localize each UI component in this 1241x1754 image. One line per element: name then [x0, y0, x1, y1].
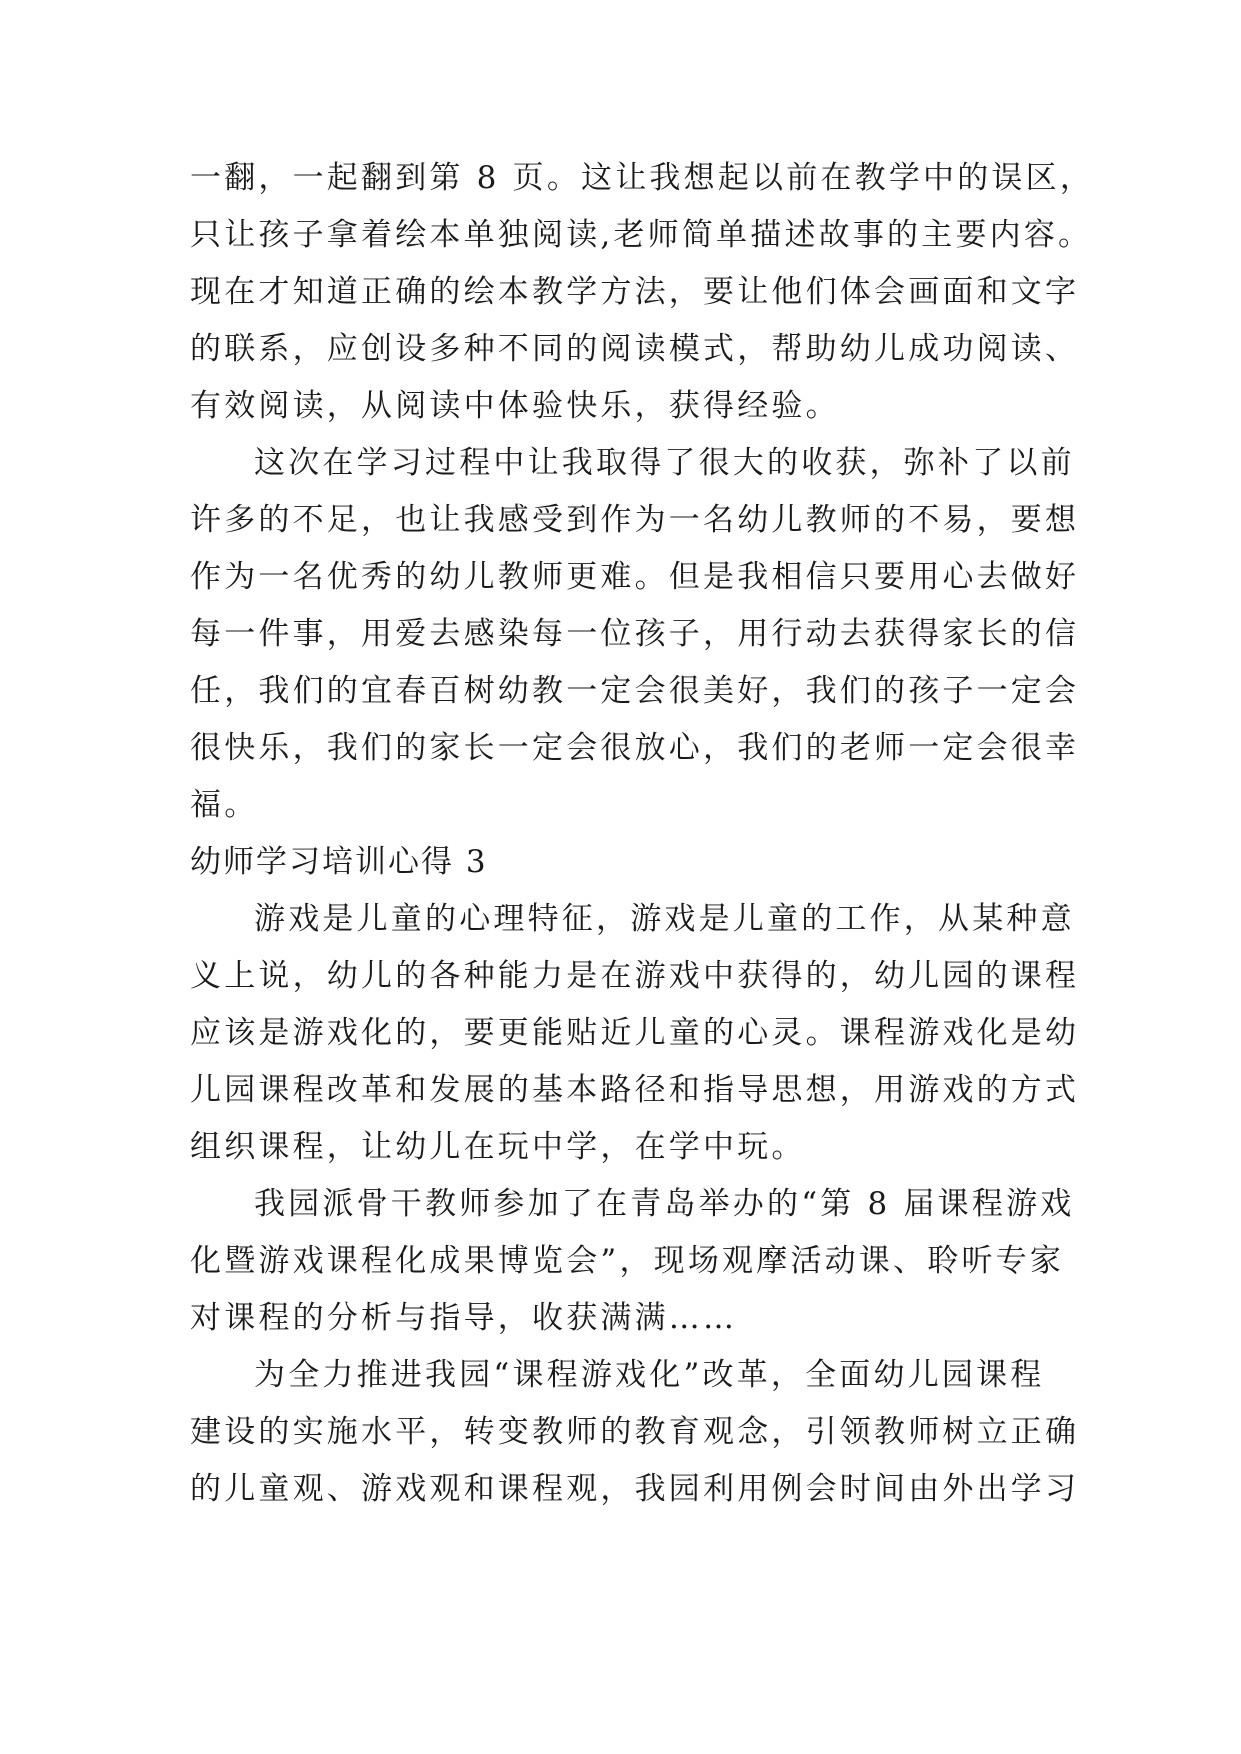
text-line: 应该是游戏化的，要更能贴近儿童的心灵。课程游戏化是幼: [190, 1015, 1080, 1051]
text-line: 一翻，一起翻到第 8 页。这让我想起以前在教学中的误区，: [190, 160, 1095, 196]
paragraph-start-line: 我园派骨干教师参加了在青岛举办的“第 8 届课程游戏: [254, 1186, 1075, 1222]
paragraph-start-line: 游戏是儿童的心理特征，游戏是儿童的工作，从某种意: [254, 901, 1075, 937]
text-line: 对课程的分析与指导，收获满满……: [190, 1300, 738, 1336]
paragraph-start-line: 为全力推进我园“课程游戏化”改革，全面幼儿园课程: [254, 1357, 1045, 1393]
text-line: 义上说，幼儿的各种能力是在游戏中获得的，幼儿园的课程: [190, 958, 1080, 994]
text-line: 很快乐，我们的家长一定会很放心，我们的老师一定会很幸: [190, 730, 1080, 766]
text-line: 许多的不足，也让我感受到作为一名幼儿教师的不易，要想: [190, 502, 1080, 538]
section-heading: 幼师学习培训心得 3: [190, 844, 488, 880]
text-line: 有效阅读，从阅读中体验快乐，获得经验。: [190, 388, 840, 424]
text-line: 作为一名优秀的幼儿教师更难。但是我相信只要用心去做好: [190, 559, 1080, 595]
text-line: 的联系，应创设多种不同的阅读模式，帮助幼儿成功阅读、: [190, 331, 1080, 367]
text-line: 组织课程，让幼儿在玩中学，在学中玩。: [190, 1129, 806, 1165]
text-line: 的儿童观、游戏观和课程观，我园利用例会时间由外出学习: [190, 1471, 1080, 1507]
text-line: 化暨游戏课程化成果博览会”，现场观摩活动课、聆听专家: [190, 1243, 1065, 1279]
text-line: 任，我们的宜春百树幼教一定会很美好，我们的孩子一定会: [190, 673, 1080, 709]
paragraph-start-line: 这次在学习过程中让我取得了很大的收获，弥补了以前: [254, 445, 1075, 481]
text-line: 儿园课程改革和发展的基本路径和指导思想，用游戏的方式: [190, 1072, 1080, 1108]
text-line: 现在才知道正确的绘本教学方法，要让他们体会画面和文字: [190, 274, 1080, 310]
text-line: 福。: [190, 787, 259, 823]
text-line: 只让孩子拿着绘本单独阅读,老师简单描述故事的主要内容。: [190, 217, 1093, 253]
text-line: 每一件事，用爱去感染每一位孩子，用行动去获得家长的信: [190, 616, 1080, 652]
text-line: 建设的实施水平，转变教师的教育观念，引领教师树立正确: [190, 1414, 1080, 1450]
